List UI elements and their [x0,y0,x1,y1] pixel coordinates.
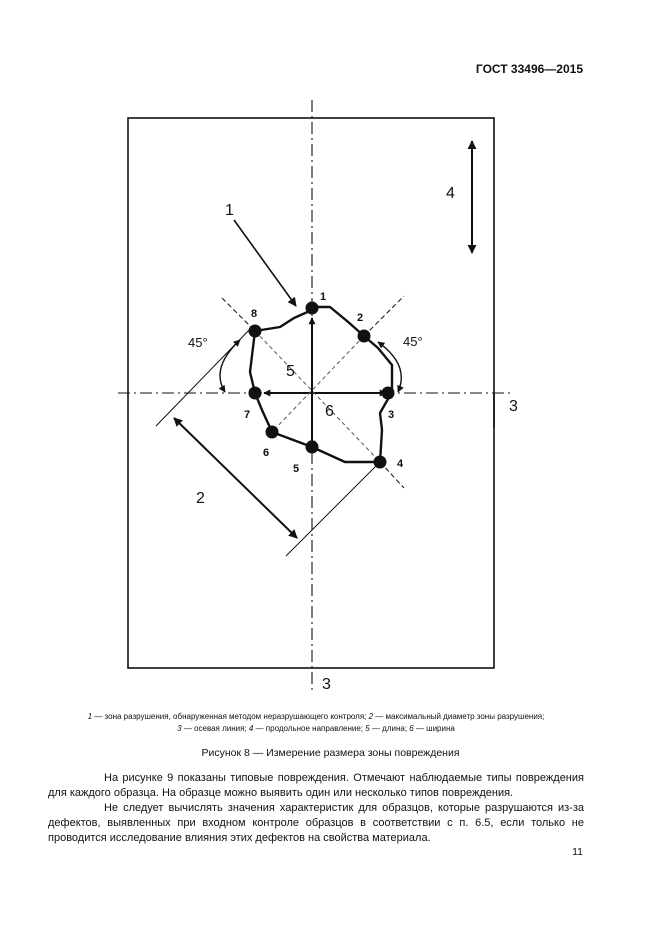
diameter-arrow [174,418,300,538]
legend-number-1: 1 [87,712,93,721]
angle-arc-left [220,340,240,392]
legend-number-5: 5 [365,724,370,733]
legend-number-4: 4 [248,724,254,733]
page-number: 11 [572,846,583,858]
callout-width: 6 [325,403,334,420]
point-label-4: 4 [397,458,404,470]
point-label-3: 3 [388,409,395,421]
legend-text-2: — максимальный диаметр зоны разрушения; [373,712,545,721]
callout-length: 5 [286,363,295,380]
figure-title: Рисунок 8 — Измерение размера зоны повреждения [201,747,460,759]
legend-text-6: — ширина [413,724,455,733]
point-marker-7 [249,387,262,400]
legend-text-1: — зона разрушения, обнаруженная методом неразрушающего контроля; [92,712,369,721]
document-code: ГОСТ 33496—2015 [475,62,583,76]
point-label-2: 2 [357,312,364,324]
point-label-7: 7 [244,409,251,421]
legend-number-2: 2 [368,712,374,721]
callout-diameter: 2 [196,490,205,507]
diagonal-line-a [255,331,380,462]
legend-text-3: — осевая линия; [181,724,249,733]
legend-number-6: 6 [409,724,414,733]
callout-axis-bottom: 3 [322,676,331,693]
legend-text-5: — длина; [369,724,410,733]
diagonal-line-b [272,336,364,432]
paragraph-2: Не следует вычислять значения характеристик для образцов, которые разрушаются из-за дефектов, выявленных при входном контроле образцов в соответствии с п. 6.5, если только не проводится исследование влияния этих дефектов на свойства материала. [48,802,584,844]
angle-label-right: 45° [403,334,423,349]
legend-text-4: — продольное направление; [253,724,366,733]
point-marker-4 [374,456,387,469]
point-label-8: 8 [251,308,258,320]
angle-arc-right [378,342,401,392]
point-marker-2 [358,330,371,343]
point-label-5: 5 [293,463,300,475]
callout-axis-right: 3 [509,398,518,415]
callout-direction: 4 [446,185,455,202]
paragraph-1: На рисунке 9 показаны типовые повреждения. Отмечают наблюдаемые типы повреждения для каждого образца. На образце можно выявить один или несколько типов повреждения. [48,772,584,799]
angle-label-left: 45° [188,335,208,350]
diameter-perp-line-2 [286,462,380,556]
diagonal-extension-c [364,296,404,336]
point-marker-3 [382,387,395,400]
point-marker-1 [306,302,319,315]
damage-zone-outline [250,307,395,462]
point-marker-6 [266,426,279,439]
point-label-1: 1 [320,291,327,303]
callout-zone: 1 [225,202,234,219]
point-marker-5 [306,441,319,454]
point-label-6: 6 [263,447,270,459]
legend-number-3: 3 [177,724,182,733]
figure-legend [48,711,584,735]
zone-leader-arrow [234,220,296,306]
point-marker-8 [249,325,262,338]
